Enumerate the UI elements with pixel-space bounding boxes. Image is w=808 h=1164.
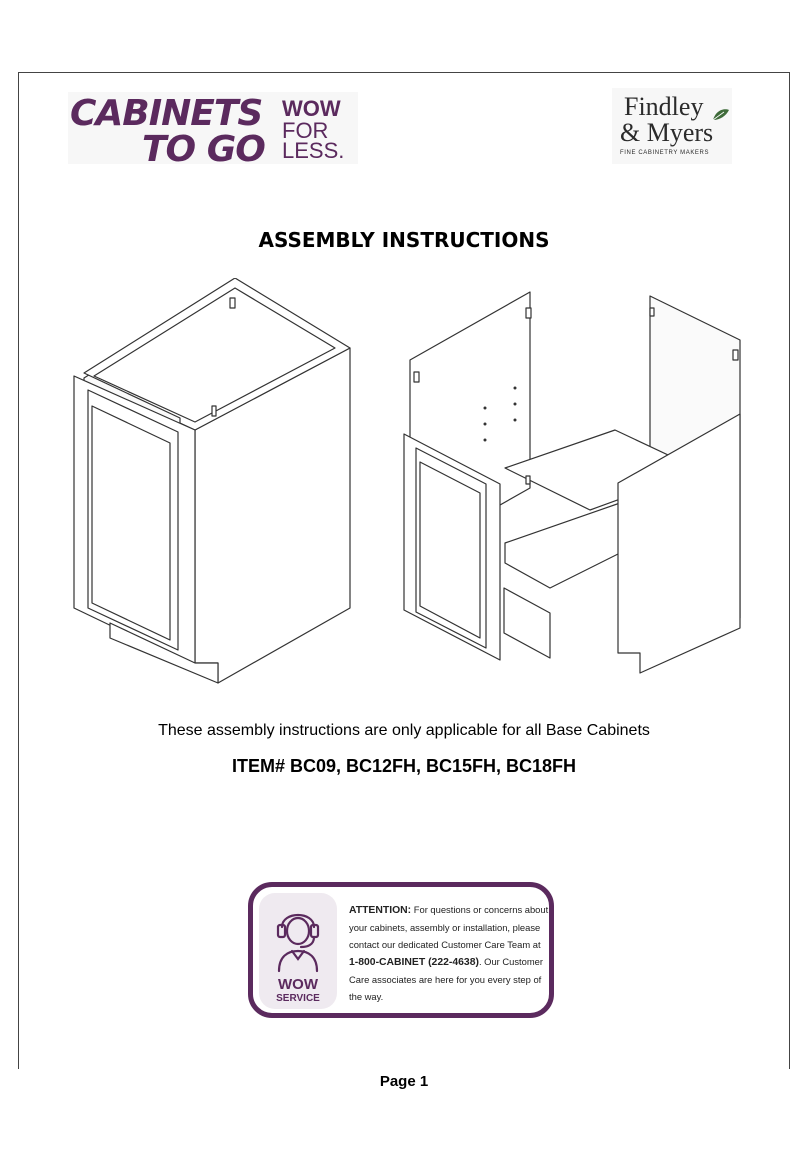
attention-body-b: . Our Customer Care associates are here for you every step of the way. [349, 956, 544, 1002]
logo-word-findley: Findley [624, 92, 704, 121]
logo-word-to-go: TO GO [142, 129, 265, 170]
attention-text [349, 901, 549, 1005]
page-title: ASSEMBLY INSTRUCTIONS [258, 228, 550, 252]
logo-word-myers: & Myers [620, 118, 714, 147]
attention-phone: 1-800-CABINET (222-4638) [349, 957, 479, 968]
logo-tag-less: LESS. [282, 138, 345, 163]
badge-wow-label: WOW [278, 976, 318, 993]
attention-heading: ATTENTION: [349, 905, 412, 916]
item-numbers: ITEM# BC09, BC12FH, BC15FH, BC18FH [231, 756, 577, 776]
applicability-note: These assembly instructions are only applicable for all Base Cabinets [158, 722, 650, 739]
leaf-icon [712, 108, 730, 122]
logo-word-cabinets: CABINETS [70, 93, 263, 134]
assembled-cabinet-drawing [70, 278, 355, 688]
logo-subline: FINE CABINETRY MAKERS [620, 150, 710, 156]
cabinets-to-go-logo [68, 92, 358, 170]
page-number: Page 1 [379, 1073, 429, 1090]
logo-tag-for: FOR [282, 118, 329, 143]
badge-service-label: SERVICE [276, 993, 320, 1004]
logo-tag-wow: WOW [282, 96, 341, 121]
customer-service-headset-icon [273, 901, 323, 973]
attention-body-a: For questions or concerns about your cabinets, assembly or installation, please contact our dedicated Customer Care Team at [349, 904, 549, 950]
exploded-cabinet-drawing [400, 288, 745, 688]
wow-service-badge [259, 893, 337, 1009]
attention-box [248, 882, 554, 1018]
findley-myers-logo [612, 88, 732, 164]
